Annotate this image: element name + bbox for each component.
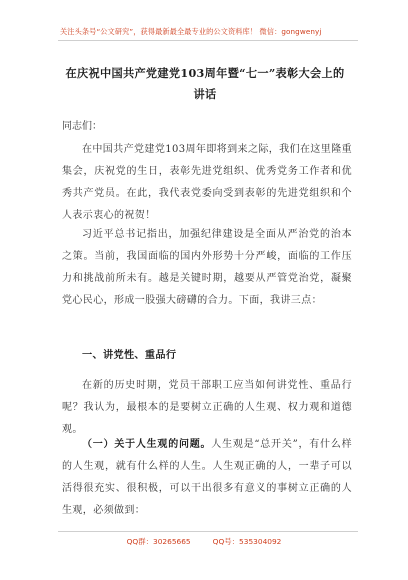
document-title: 在庆祝中国共产党建党103周年暨“七一”表彰大会上的讲话 [65,66,345,101]
footer-contact [0,536,408,547]
subsection-lead: （一）关于人生观的问题。 [82,439,212,450]
footer-divider [58,531,358,532]
salutation: 同志们： [62,121,102,132]
subsection-text: 人生观是“总开关”，有什么样的人生观，就有什么样的人生。人生观正确的人，一辈子可以活得很充实、很积极，可以干出很多有意义的事树立正确的人生观，必须做到： [62,439,352,516]
header-promo-note: 关注头条号“公文研究”，获得最新最全最专业的公文资料库！ 微信：gongwenyj [60,27,322,36]
footer-qq-number: QQ号：535304092 [212,537,282,546]
paragraph-1: 在中国共产党建党103周年即将到来之际，我们在这里隆重集会，庆祝党的生日，表彰先进党组织、优秀党务工作者和优秀共产党员。在此，我代表党委向受到表彰的先进党组织和个人表示衷心的祝贺！ [62,144,352,221]
paragraph-2: 习近平总书记指出，加强纪律建设是全面从严治党的治本之策。当前，我国面临的国内外形势十分严峻，面临的工作压力和挑战前所未有。越是关键时期，越要从严管党治党，凝聚党心民心，形成一股强大磅礴的合力。下面，我讲三点： [62,229,352,306]
paragraph-3: 在新的历史时期，党员干部职工应当如何讲党性、重品行呢？我认为，最根本的是要树立正确的人生观、权力观和道德观。 [62,380,352,435]
section-heading: 一、讲党性、重品行 [82,349,177,361]
header-divider [58,40,358,41]
footer-qq-group: QQ群：30265665 [126,537,191,546]
subsection-paragraph [62,434,352,522]
